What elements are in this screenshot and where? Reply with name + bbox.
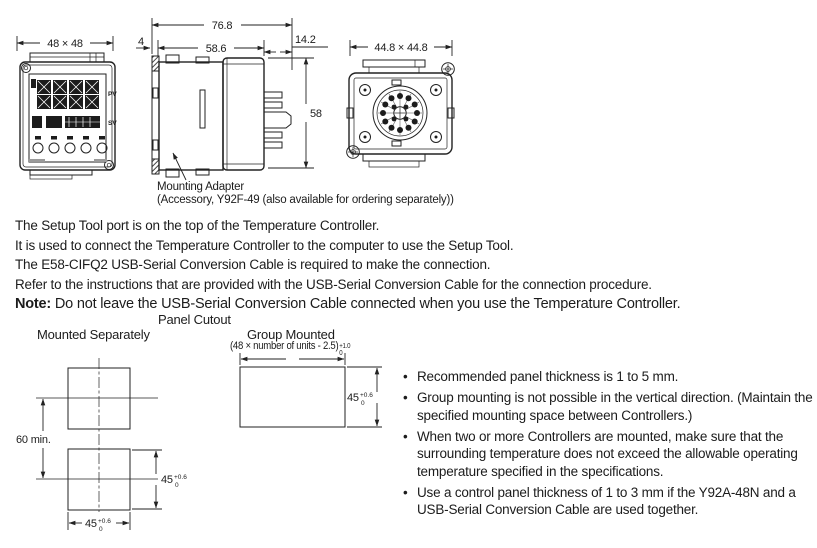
front-dimension	[17, 36, 113, 51]
group-height-sub: 0	[361, 400, 365, 407]
back-dimension	[350, 40, 452, 56]
spacing-dim-label: 60 min.	[16, 434, 51, 446]
separate-width-value: 45	[85, 518, 97, 530]
separate-height-dimension	[132, 450, 187, 509]
note-item-text: Group mounting is not possible in the vertical direction. (Maintain the specified mounting space between Controllers.)	[417, 390, 813, 423]
mounted-separately-drawing	[10, 352, 225, 546]
panel-cutout-title: Panel Cutout	[158, 312, 231, 327]
side-dim-body: 58.6	[205, 43, 227, 55]
note-text: Do not leave the USB-Serial Conversion Cable connected when you use the Temperature Controller.	[51, 296, 681, 312]
group-width-dimension	[240, 353, 345, 365]
side-dim-total: 76.8	[211, 20, 233, 32]
note-item-text: Use a control panel thickness of 1 to 3 mm if the Y92A-48N and a USB-Serial Conversion Cable are used together.	[417, 484, 796, 517]
description-paragraphs	[15, 216, 652, 294]
bullet-icon: •	[403, 369, 408, 384]
mounted-separately-label: Mounted Separately	[37, 327, 150, 342]
sv-label: SV	[108, 120, 117, 127]
bullet-icon: •	[403, 428, 408, 444]
group-cutout-rect	[240, 367, 345, 427]
paragraph: The Setup Tool port is on the top of the Temperature Controller.	[15, 218, 380, 233]
side-dimensions	[136, 18, 328, 168]
separate-height-value: 45	[161, 474, 173, 486]
list-item	[403, 428, 817, 481]
separate-height-sup: +0.6	[174, 474, 187, 481]
mounting-adapter-note: (Accessory, Y92F-49 (also available for ordering separately))	[157, 193, 454, 206]
formula-value: (48 × number of units - 2.5)	[230, 340, 339, 352]
sv-digit-display	[32, 116, 100, 128]
mounting-adapter-title: Mounting Adapter	[157, 181, 244, 193]
paragraph: It is used to connect the Temperature Controller to the computer to use the Setup Tool.	[15, 237, 514, 253]
pv-label: PV	[108, 91, 117, 98]
front-view-drawing	[12, 28, 137, 180]
formula-sub: 0	[339, 349, 343, 357]
note-line	[15, 296, 680, 312]
list-item	[403, 389, 817, 424]
front-dim-label: 48 × 48	[47, 38, 83, 50]
back-device	[347, 60, 455, 167]
group-mounted-label: Group Mounted	[247, 327, 335, 342]
formula-sup: +1.0	[339, 343, 351, 350]
front-buttons	[28, 136, 107, 162]
separate-width-sup: +0.6	[98, 518, 111, 525]
note-item-text: When two or more Controllers are mounted, make sure that the surrounding temperature does not exceed the allowable operating temperature specified in the specifications.	[417, 428, 798, 479]
separate-width-dimension	[68, 512, 130, 533]
paragraph: Refer to the instructions that are provided with the USB-Serial Conversion Cable for the connection procedure.	[15, 276, 652, 292]
side-dim-front: 4	[138, 36, 144, 48]
side-pins	[264, 92, 291, 148]
separate-width-sub: 0	[99, 526, 103, 533]
mounting-adapter-label	[157, 181, 454, 206]
group-height-value: 45	[347, 392, 359, 404]
phillips-screw-top-right	[442, 63, 455, 76]
bullet-icon: •	[403, 390, 408, 405]
spacing-dimension	[16, 399, 51, 478]
paragraph: The E58-CIFQ2 USB-Serial Conversion Cable is required to make the connection.	[15, 257, 491, 272]
socket-connector	[373, 86, 427, 140]
note-item-text: Recommended panel thickness is 1 to 5 mm.	[417, 369, 679, 384]
list-item	[403, 368, 817, 386]
phillips-screw-bottom-left	[347, 146, 360, 159]
side-device	[152, 55, 291, 180]
group-height-sup: +0.6	[360, 392, 373, 399]
mounting-notes-list	[403, 368, 817, 522]
back-dim-label: 44.8 × 44.8	[374, 42, 428, 54]
side-dim-height: 58	[310, 108, 322, 120]
pv-digit-display	[37, 80, 99, 109]
front-device	[20, 53, 117, 179]
note-label: Note:	[15, 296, 52, 312]
list-item	[403, 484, 817, 519]
group-height-dimension	[347, 367, 382, 427]
back-view-drawing	[343, 28, 460, 172]
side-dim-rear: 14.2	[295, 34, 316, 46]
separate-height-sub: 0	[175, 482, 179, 489]
side-view-drawing	[136, 4, 341, 184]
bullet-icon: •	[403, 484, 408, 500]
